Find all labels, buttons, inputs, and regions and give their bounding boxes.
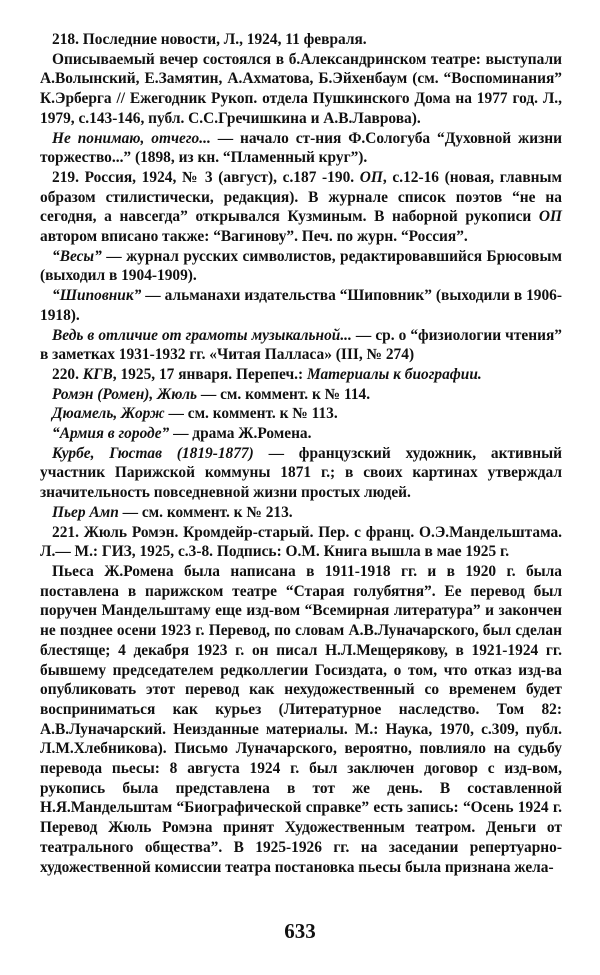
- paragraph: [40, 30, 562, 50]
- text-segment: — французский художник, активный участник Парижской коммуны 1871 г.; в своих картинах утверждал значительность повседневной жизни простых людей.: [40, 444, 562, 502]
- text-segment: автором вписано также: “Вагинову”. Печ. по журн. “Россия”.: [40, 228, 468, 246]
- paragraph: [40, 129, 562, 168]
- italic-segment: ОП: [538, 208, 562, 226]
- paragraph: [40, 523, 562, 562]
- italic-segment: Пьер Амп: [52, 503, 119, 521]
- paragraph: [40, 326, 562, 365]
- text-segment: — журнал русских символистов, редактировавшийся Брюсовым (выходил в 1904-1909).: [40, 247, 562, 285]
- paragraph: [40, 286, 562, 325]
- italic-segment: Ромэн (Ромен), Жюль: [52, 385, 198, 403]
- paragraph: [40, 503, 562, 523]
- italic-segment: Не понимаю, отчего...: [52, 129, 211, 147]
- paragraph: [40, 168, 562, 247]
- text-segment: — начало ст-ния Ф.Сологуба “Духовной жизни торжество...” (1898, из кн. “Пламенный круг”).: [40, 129, 562, 167]
- paragraph: [40, 404, 562, 424]
- text-segment: Пьеса Ж.Ромена была написана в 1911-1918 гг. и в 1920 г. была поставлена в парижском театре “Старая голубятня”. Ее перевод был поручен Мандельштаму еще изд-вом “Всемирная литература” и закончен не позднее осени 1923 г. Перевод, по словам А.В.Луначарского, был сделан блестяще; 4 декабря 1923 г. он писал Н.Л.Мещерякову, в 1921-1924 гг. бывшему председателем редколлегии Госиздата, о том, что отказ изд-ва опубликовать этот перевод как нехудожественный со временем будет восприниматься как курьез (Литературное наследство. Том 82: А.В.Луначарский. Неизданные материалы. М.: Наука, 1970, с.309, публ. Л.М.Хлебникова). Письмо Луначарского, вероятно, повлияло на судьбу перевода пьесы: 8 августа 1924 г. был заключен договор с изд-вом, рукопись была представлена в тот же день. В составленной Н.Я.Мандельштам “Биографической справке” есть запись: “Осень 1924 г. Перевод Жюль Ромэна принят Художественным театром. Деньги от театрального общества”. В 1925-1926 гг. на заседании репертуарно-художественной комиссии театра постановка пьесы была признана жела-: [40, 562, 562, 876]
- text-segment: — см. коммент. к № 113.: [164, 405, 338, 423]
- commentary-text: [40, 30, 562, 877]
- text-segment: — драма Ж.Ромена.: [169, 425, 312, 443]
- text-segment: 221. Жюль Ромэн. Кромдейр-старый. Пер. с франц. О.Э.Мандельштама. Л.— М.: ГИЗ, 1925, с.3-8. Подпись: О.М. Книга вышла в мае 1925 г.: [40, 523, 562, 561]
- paragraph: [40, 424, 562, 444]
- italic-segment: КГВ: [82, 365, 113, 383]
- text-segment: Описываемый вечер состоялся в б.Александринском театре: выступали А.Волынский, Е.Замятин, А.Ахматова, Б.Эйхенбаум (см. “Воспоминания” К.Эрберга // Ежегодник Рукоп. отдела Пушкинского Дома на 1977 год. Л., 1979, с.143-146, публ. С.С.Гречишкина и А.В.Лаврова).: [40, 50, 562, 127]
- text-segment: 218. Последние новости, Л., 1924, 11 февраля.: [52, 31, 367, 48]
- text-segment: , с.12-16 (новая, главным образом стилистически, редакция). В журнале список поэтов “не на сегодня, а навсегда” открывался Кузминым. В наборной рукописи: [40, 168, 562, 226]
- italic-segment: Материалы к биографии.: [306, 365, 482, 383]
- paragraph: [40, 385, 562, 405]
- text-segment: — см. коммент. к № 213.: [118, 503, 293, 521]
- italic-segment: ОП: [359, 168, 383, 186]
- italic-segment: Курбе, Гюстав (1819-1877): [52, 444, 254, 462]
- text-segment: 219. Россия, 1924, № 3 (август), с.187 -190.: [52, 168, 360, 186]
- paragraph: [40, 365, 562, 385]
- page-number: 633: [284, 919, 316, 943]
- text-segment: , 1925, 17 января. Перепеч.:: [112, 365, 307, 383]
- italic-segment: “Армия в городе”: [52, 425, 170, 443]
- paragraph: [40, 562, 562, 877]
- italic-segment: Ведь в отличие от грамоты музыкальной...: [52, 326, 352, 344]
- italic-segment: “Шиповник”: [52, 287, 142, 305]
- text-segment: — см. коммент. к № 114.: [197, 385, 371, 403]
- paragraph: [40, 247, 562, 286]
- italic-segment: “Весы”: [52, 247, 102, 265]
- paragraph: [40, 50, 562, 129]
- paragraph: [40, 444, 562, 503]
- text-segment: 220.: [52, 365, 83, 383]
- text-segment: — ср. о “физиологии чтения” в заметках 1931-1932 гг. «Читая Палласа» (III, № 274): [40, 326, 562, 364]
- italic-segment: Дюамель, Жорж: [52, 405, 165, 423]
- text-segment: — альманахи издательства “Шиповник” (выходили в 1906-1918).: [40, 287, 562, 324]
